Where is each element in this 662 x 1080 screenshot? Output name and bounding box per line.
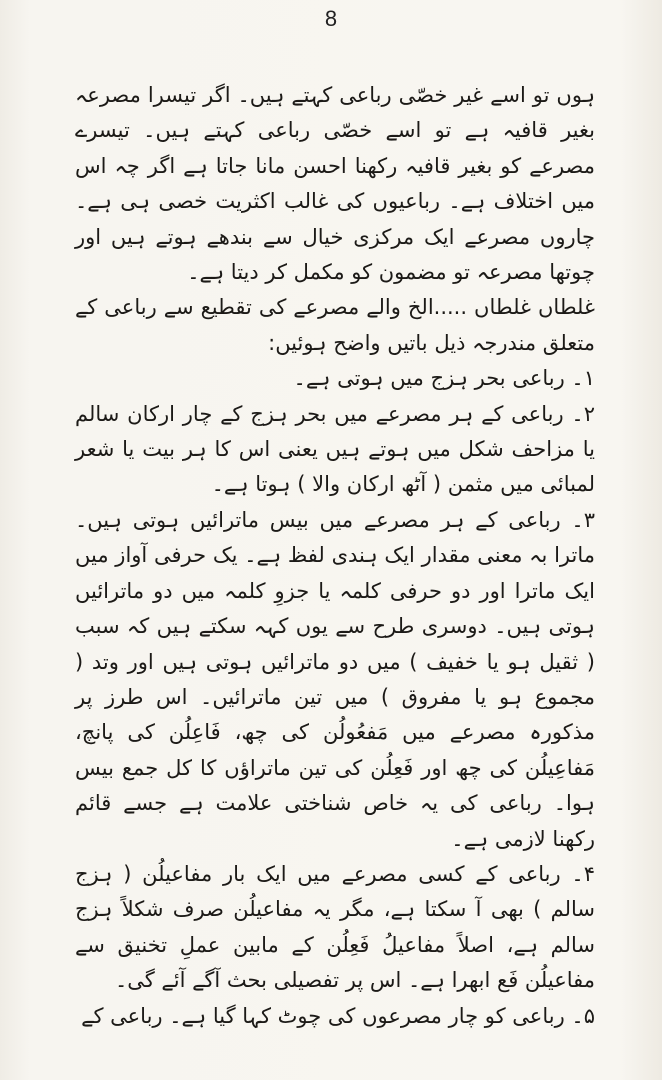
list-item-5: ۵۔ رباعی کو چار مصرعوں کی چوٹ کہا گیا ہے۔ رباعی کے xyxy=(81,1003,595,1028)
list-item-3: ۳۔ رباعی کے ہر مصرعے میں بیس ماترائیں ہوتی ہیں۔ ماترا بہ معنی مقدار ایک ہندی لفظ ہے۔ یک حرفی آواز میں ایک ماترا اور دو حرفی کلمہ یا جزوِ کلمہ میں دو ماترائیں ہوتی ہیں۔ دوسری طرح سے یوں کہہ سکتے ہیں کہ سبب ( ثقیل ہو یا خفیف ) میں دو ماترائیں ہوتی ہیں اور وتد ( مجموع ہو یا مفروق ) میں تین ماترائیں۔ اس طرز پر مذکورہ مصرعے میں مَفعُولُن کی چھ، فَاعِلُن کی پانچ، مَفاعِیلُن کی چھ اور فَعِلُن کی تین ماتراؤں کا کل جمع بیس ہوا۔ رباعی کی یہ خاص شناختی علامت ہے جسے قائم رکھنا لازمی ہے۔ xyxy=(75,507,595,851)
list-item-1: ۱۔ رباعی بحر ہزج میں ہوتی ہے۔ xyxy=(293,366,595,391)
paragraph-taqti-intro: غلطاں غلطاں .....الخ والے مصرعے کی تقطیع سے رباعی کے متعلق مندرجہ ذیل باتیں واضح ہوئیں: xyxy=(75,295,595,355)
page-body-text xyxy=(75,78,595,1034)
list-item-2: ۲۔ رباعی کے ہر مصرعے میں بحر ہزج کے چار ارکان سالم یا مزاحف شکل میں ہوتے ہیں یعنی اس کا ہر بیت یا شعر لمبائی میں مثمن ( آٹھ ارکان والا ) ہوتا ہے۔ xyxy=(75,401,595,497)
list-item-4: ۴۔ رباعی کے کسی مصرعے میں ایک بار مفاعیلُن ( ہزج سالم ) بھی آ سکتا ہے، مگر یہ مفاعیلُن صرف شکلاً ہزج سالم ہے، اصلاً مفاعیلُ فَعِلُن کے مابین عملِ تخنیق سے مفاعیلُن فَع ابھرا ہے۔ اس پر تفصیلی بحث آگے آئے گی۔ xyxy=(75,861,595,993)
page-number: 8 xyxy=(324,6,338,31)
paragraph-rubai-khassi: ہوں تو اسے غیر خصّی رباعی کہتے ہیں۔ اگر تیسرا مصرعہ بغیر قافیہ ہے تو اسے خصّی رباعی کہتے ہیں۔ تیسرے مصرعے کو بغیر قافیہ رکھنا احسن مانا جاتا ہے اگر چہ اس میں اختلاف ہے۔ رباعیوں کی غالب اکثریت خصی ہی ہے۔ چاروں مصرعے ایک مرکزی خیال سے بندھے ہوتے ہیں اور چوتھا مصرعہ تو مضمون کو مکمل کر دیتا ہے۔ xyxy=(75,83,595,285)
